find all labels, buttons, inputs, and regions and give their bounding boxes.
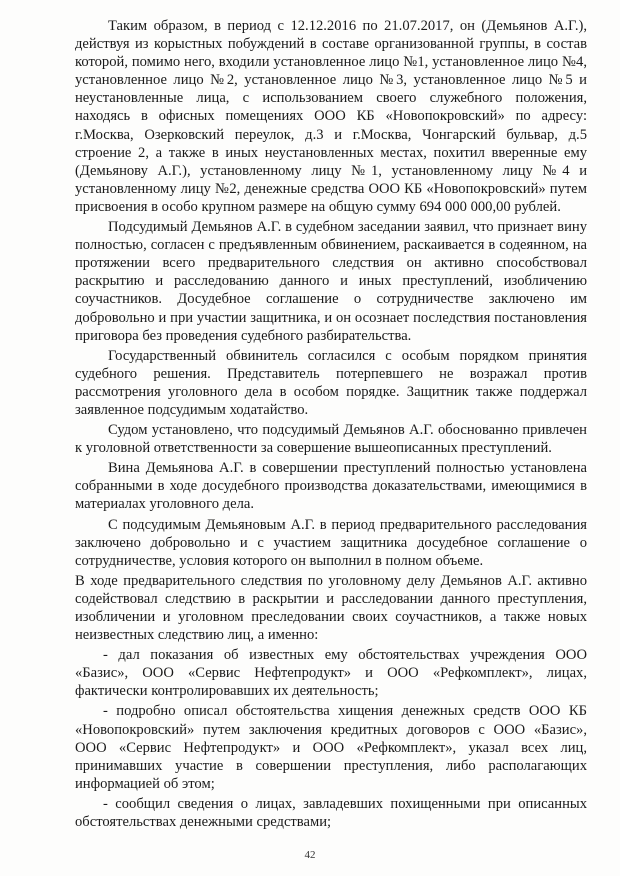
page-number: 42	[304, 849, 316, 861]
paragraph-cooperation-agreement: С подсудимым Демьяновым А.Г. в период предварительного расследования заключено добровольно и с участием защитника досудебное соглашение о сотрудничестве, условия которого он выполнил в полном объеме.	[75, 516, 587, 569]
list-item-testimony: - дал показания об известных ему обстоятельствах учреждения ООО «Базис», ООО «Сервис Нефтепродукт» и ООО «Рефкомплект», лицах, фактически контролировавших их деятельность;	[75, 647, 587, 700]
paragraph-investigation-assistance: В ходе предварительного следствия по уголовному делу Демьянов А.Г. активно содействовал следствию в раскрытии и расследовании данного преступления, изобличении и уголовном преследовании своих соучастников, а также новых неизвестных следствию лиц, а именно:	[75, 572, 587, 644]
paragraph-guilt-established: Вина Демьянова А.Г. в совершении преступлений полностью установлена собранными в ходе досудебного производства доказательствами, имеющимися в материалах уголовного дела.	[75, 460, 587, 513]
list-item-persons-info: - сообщил сведения о лицах, завладевших похищенными при описанных обстоятельствах денежными средствами;	[75, 795, 587, 831]
paragraph-defendant-statement: Подсудимый Демьянов А.Г. в судебном заседании заявил, что признает вину полностью, согласен с предъявленным обвинением, раскаивается в содеянном, на протяжении всего предварительного следствия он активно способствовал раскрытию и расследованию данного и иных преступлений, изобличению соучастников. Досудебное соглашение о сотрудничестве заключено им добровольно и при участии защитника, и он осознает последствия постановления приговора без проведения судебного разбирательства.	[75, 219, 587, 344]
document-body	[75, 17, 587, 833]
paragraph-prosecutor-agreement: Государственный обвинитель согласился с особым порядком принятия судебного решения. Представитель потерпевшего не возражал против рассмотрения уголовного дела в особом порядке. Защитник также поддержал заявленное подсудимым ходатайство.	[75, 347, 587, 418]
paragraph-summary: Таким образом, в период с 12.12.2016 по 21.07.2017, он (Демьянов А.Г.), действуя из корыстных побуждений в составе организованной группы, в состав которой, помимо него, входили установленное лицо №1, установленное лицо №4, установленное лицо №2, установленное лицо №3, установленное лицо №5 и неустановленные лица, с использованием своего служебного положения, находясь в офисных помещениях ООО КБ «Новопокровский» по адресу: г.Москва, Озерковский переулок, д.3 и г.Москва, Чонгарский бульвар, д.5 строение 2, а также в иных неустановленных местах, похитил вверенные ему (Демьянову А.Г.), установленному лицу №1, установленному лицу №4 и установленному лицу №2, денежные средства ООО КБ «Новопокровский» путем присвоения в особо крупном размере на общую сумму 694 000 000,00 рублей.	[75, 18, 587, 215]
list-item-embezzlement-details: - подробно описал обстоятельства хищения денежных средств ООО КБ «Новопокровский» путем заключения кредитных договоров с ООО «Базис», ООО «Сервис Нефтепродукт» и ООО «Рефкомплект», указал всех лиц, принимавших участие в совершении преступления, либо располагающих информацией об этом;	[75, 703, 587, 792]
paragraph-court-finding: Судом установлено, что подсудимый Демьянов А.Г. обоснованно привлечен к уголовной ответственности за совершение вышеописанных преступлений.	[75, 422, 587, 457]
